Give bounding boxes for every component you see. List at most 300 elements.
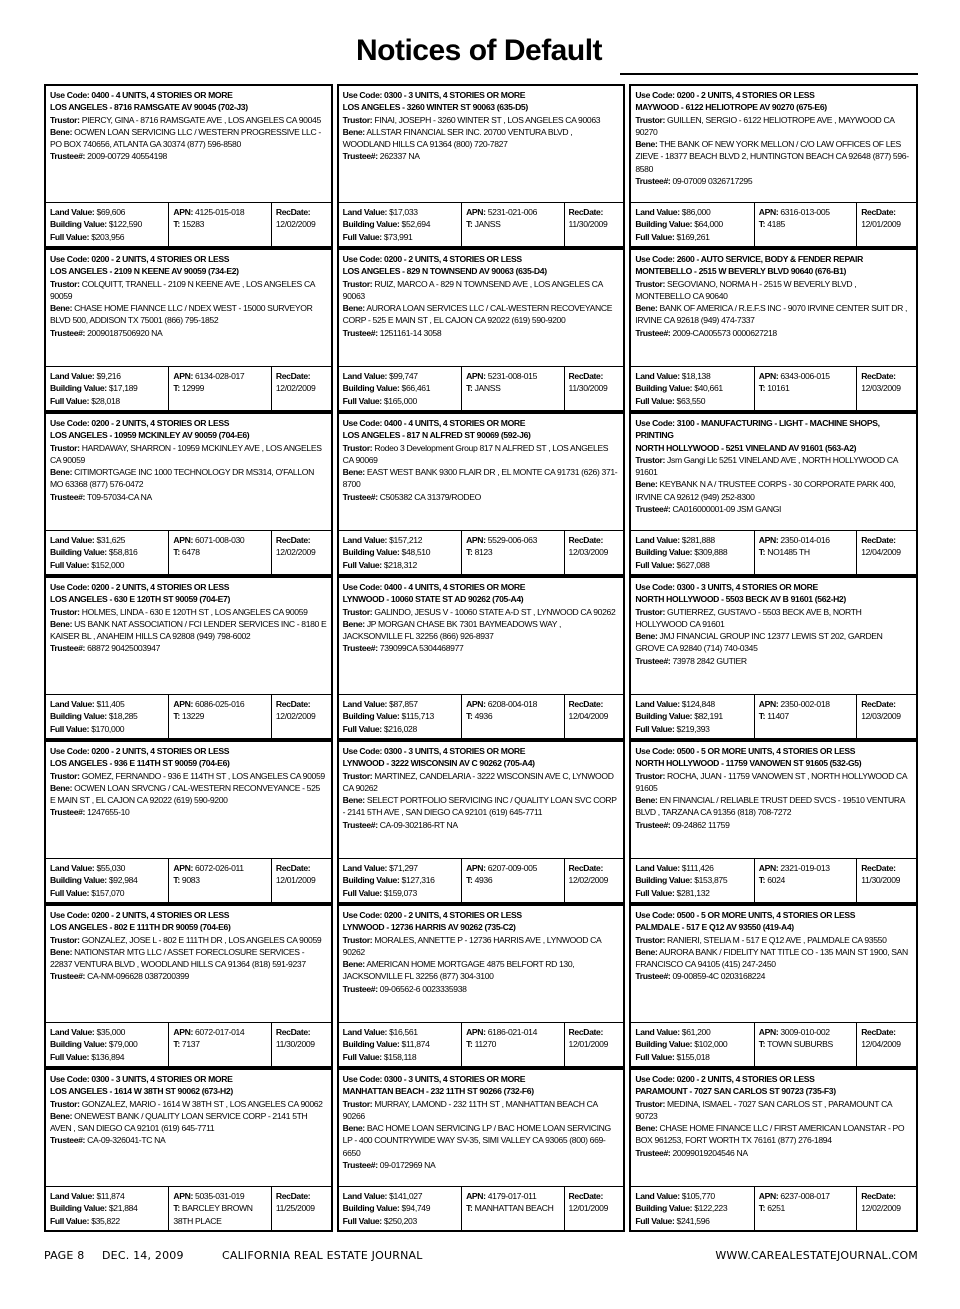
recdate-value: 12/02/2009 <box>275 711 316 722</box>
recdate-label: RecDate: <box>275 1191 311 1202</box>
use-code: Use Code: 0500 - 5 OR MORE UNITS, 4 STORIES OR LESS <box>635 746 856 756</box>
values-column <box>339 203 461 246</box>
recdate-column <box>856 203 916 246</box>
trustor-value: Rodeo 3 Development Group 817 N ALFRED ST , LOS ANGELES CA 90069 <box>342 442 609 465</box>
land-value: $71,297 <box>389 863 418 874</box>
land-value: $124,848 <box>681 699 715 710</box>
financials <box>46 531 331 574</box>
property-address: NORTH HOLLYWOOD - 11759 VANOWEN ST 91605 (532-G5) <box>635 758 862 769</box>
notice-card <box>629 412 918 576</box>
values-column <box>339 1187 461 1230</box>
property-address: LYNWOOD - 3222 WISCONSIN AV C 90262 (705-A4) <box>342 758 535 769</box>
apn-label: APN: <box>758 371 779 382</box>
building-value: $309,888 <box>694 547 728 558</box>
apn-column <box>461 695 563 738</box>
building-value-label: Building Value: <box>635 1039 693 1050</box>
property-address: LOS ANGELES - 817 N ALFRED ST 90069 (592-J6) <box>342 430 531 441</box>
land-value-label: Land Value: <box>50 1191 95 1202</box>
notice-card <box>337 740 626 904</box>
bene-value: BAC HOME LOAN SERVICING LP / BAC HOME LOAN SERVICING LP - 400 COUNTRYWIDE WAY SV-35, SIMI VALLEY CA 93065 (800) 669-6650 <box>342 1123 611 1158</box>
apn-label: APN: <box>466 371 486 382</box>
t-value: MANHATTAN BEACH <box>474 1203 554 1214</box>
trustee-label: Trustee#: <box>342 327 378 338</box>
building-value: $58,816 <box>108 547 138 558</box>
apn-value: 6186-021-014 <box>487 1027 538 1038</box>
t-label: T: <box>758 219 766 230</box>
values-column <box>339 695 461 738</box>
apn-column <box>754 367 856 410</box>
notice-card <box>44 248 333 412</box>
trustor-value: GUILLEN, SERGIO - 6122 HELIOTROPE AVE , MAYWOOD CA 90270 <box>635 114 895 137</box>
values-column <box>631 1023 753 1066</box>
apn-value: 2350-014-016 <box>780 535 830 546</box>
bene-label: Bene: <box>50 618 73 629</box>
recdate-column <box>271 203 331 246</box>
trustor-value: RUIZ, MARCO A - 829 N TOWNSEND AVE , LOS ANGELES CA 90063 <box>342 278 603 301</box>
bene-value: ONEWEST BANK / QUALITY LOAN SERVICE CORP - 2141 5TH AVEN , SAN DIEGO CA 92101 (619) 645-7711 <box>50 1110 308 1134</box>
land-value-label: Land Value: <box>342 207 388 218</box>
use-code: Use Code: 0200 - 2 UNITS, 4 STORIES OR LESS <box>342 910 522 920</box>
use-code: Use Code: 0200 - 2 UNITS, 4 STORIES OR LESS <box>635 90 815 100</box>
trustor-value: GOMEZ, FERNANDO - 936 E 114TH ST , LOS ANGELES CA 90059 <box>81 770 325 781</box>
apn-column <box>461 1023 563 1066</box>
recdate-column <box>271 1023 331 1066</box>
t-label: T: <box>758 1203 766 1214</box>
bene-label: Bene: <box>635 946 658 957</box>
full-value: $155,018 <box>676 1051 710 1062</box>
recdate-label: RecDate: <box>275 699 311 710</box>
apn-value: 5231-008-015 <box>487 371 538 382</box>
recdate-value: 11/25/2009 <box>275 1203 315 1214</box>
trustor-label: Trustor: <box>50 278 80 289</box>
values-column <box>339 367 461 410</box>
property-address: LOS ANGELES - 2109 N KEENE AV 90059 (734-E2) <box>50 266 239 277</box>
land-value: $55,030 <box>96 863 126 874</box>
full-value: $219,393 <box>676 723 710 734</box>
bene-label: Bene: <box>635 139 658 150</box>
notice-card <box>44 576 333 740</box>
bene-value: JP MORGAN CHASE BK 7301 BAYMEADOWS WAY , JACKSONVILLE FL 32256 (866) 926-8937 <box>342 618 562 642</box>
property-address: PALMDALE - 517 E Q12 AV 93550 (419-A4) <box>635 922 794 933</box>
use-code: Use Code: 0400 - 4 UNITS, 4 STORIES OR MORE <box>342 418 526 428</box>
values-column <box>46 695 168 738</box>
land-value: $18,138 <box>681 371 711 382</box>
financials <box>46 1187 331 1230</box>
bene-label: Bene: <box>635 795 658 806</box>
use-code: Use Code: 0200 - 2 UNITS, 4 STORIES OR LESS <box>635 1074 815 1084</box>
t-label: T: <box>173 711 180 722</box>
bene-value: SELECT PORTFOLIO SERVICING INC / QUALITY LOAN SVC CORP - 2141 5TH AVE , SAN DIEGO CA 92101 (619) 645-7711 <box>342 795 617 818</box>
recdate-label: RecDate: <box>861 207 896 218</box>
full-value: $241,596 <box>676 1215 710 1226</box>
values-column <box>46 531 168 574</box>
building-value-label: Building Value: <box>635 1203 693 1214</box>
financials <box>339 1187 624 1230</box>
values-column <box>339 859 461 902</box>
apn-value: 6316-013-005 <box>780 207 830 218</box>
trustee-label: Trustee#: <box>50 1135 86 1146</box>
t-label: T: <box>758 875 766 886</box>
notice-card <box>629 1068 918 1232</box>
building-value: $102,000 <box>694 1039 728 1050</box>
full-value: $136,894 <box>91 1051 125 1062</box>
land-value: $9,216 <box>96 371 121 382</box>
building-value-label: Building Value: <box>635 875 693 886</box>
t-label: T: <box>758 383 766 394</box>
apn-column <box>461 531 563 574</box>
full-value: $73,991 <box>383 231 413 242</box>
property-address: NORTH HOLLYWOOD - 5503 BECK AV B 91601 (562-H2) <box>635 594 846 605</box>
land-value: $86,000 <box>681 207 711 218</box>
trustee-value: 739099CA 5304468977 <box>379 643 464 654</box>
full-value: $203,956 <box>91 231 125 242</box>
bene-value: AMERICAN HOME MORTGAGE 4875 BELFORT RD 130, JACKSONVILLE FL 32256 (877) 304-3100 <box>342 959 575 982</box>
trustor-value: ROCHA, JUAN - 11759 VANOWEN ST , NORTH HOLLYWOOD CA 91605 <box>635 770 907 793</box>
building-value-label: Building Value: <box>342 1039 400 1050</box>
trustor-value: GUTIERREZ, GUSTAVO - 5503 BECK AVE B, NORTH HOLLYWOOD CA 91601 <box>635 606 862 629</box>
t-label: T: <box>173 1203 180 1214</box>
t-value: 11270 <box>474 1039 497 1050</box>
notice-body <box>631 1070 916 1187</box>
full-value: $169,261 <box>676 231 710 242</box>
financials <box>631 367 916 410</box>
recdate-value: 11/30/2009 <box>275 1039 315 1050</box>
building-value: $122,223 <box>694 1203 728 1214</box>
notice-body <box>46 1070 331 1187</box>
full-value-label: Full Value: <box>635 1215 675 1226</box>
full-value-label: Full Value: <box>635 1051 675 1062</box>
apn-value: 3009-010-002 <box>780 1027 830 1038</box>
full-value: $627,088 <box>676 559 710 570</box>
trustee-value: 262337 NA <box>379 151 420 162</box>
apn-value: 6072-017-014 <box>195 1027 245 1038</box>
apn-column <box>168 367 270 410</box>
recdate-value: 12/04/2009 <box>861 547 901 558</box>
t-label: T: <box>173 1039 180 1050</box>
use-code: Use Code: 0300 - 3 UNITS, 4 STORIES OR MORE <box>342 90 526 100</box>
use-code: Use Code: 0400 - 4 UNITS, 4 STORIES OR MORE <box>342 582 526 592</box>
land-value: $105,770 <box>681 1191 715 1202</box>
recdate-column <box>856 1023 916 1066</box>
values-column <box>631 531 753 574</box>
notices-grid <box>44 84 918 1232</box>
apn-column <box>461 367 563 410</box>
trustor-value: HOLMES, LINDA - 630 E 120TH ST , LOS ANGELES CA 90059 <box>81 606 308 617</box>
building-value: $11,874 <box>401 1039 430 1050</box>
property-address: MAYWOOD - 6122 HELIOTROPE AV 90270 (675-E6) <box>635 102 827 113</box>
bene-label: Bene: <box>50 303 73 314</box>
title-rule <box>620 73 918 75</box>
trustee-label: Trustee#: <box>635 971 671 982</box>
footer-website: WWW.CAREALESTATEJOURNAL.COM <box>715 1249 918 1262</box>
values-column <box>339 1023 461 1066</box>
financials <box>631 203 916 246</box>
apn-column <box>754 531 856 574</box>
apn-value: 4179-017-011 <box>487 1191 537 1202</box>
trustee-label: Trustee#: <box>635 1147 671 1158</box>
recdate-value: 12/02/2009 <box>568 875 609 886</box>
trustee-label: Trustee#: <box>50 491 86 502</box>
bene-value: KEYBANK N A / TRUSTEE CORPS - 30 CORPORATE PARK 400, IRVINE CA 92612 (949) 252-8300 <box>635 479 896 502</box>
trustor-value: GONZALEZ, MARIO - 1614 W 38TH ST , LOS ANGELES CA 90062 <box>81 1098 323 1109</box>
land-value-label: Land Value: <box>635 535 680 546</box>
page-footer <box>44 1249 918 1262</box>
building-value-label: Building Value: <box>635 711 693 722</box>
trustee-label: Trustee#: <box>635 327 671 338</box>
land-value: $157,212 <box>389 535 423 546</box>
land-value-label: Land Value: <box>342 535 388 546</box>
t-value: 15283 <box>181 219 205 230</box>
full-value: $218,312 <box>383 559 417 570</box>
apn-label: APN: <box>173 1027 193 1038</box>
recdate-label: RecDate: <box>861 535 896 546</box>
t-value: JANSS <box>474 383 501 394</box>
trustor-label: Trustor: <box>635 606 665 617</box>
full-value-label: Full Value: <box>635 231 675 242</box>
full-value-label: Full Value: <box>342 395 382 406</box>
full-value-label: Full Value: <box>342 231 382 242</box>
apn-value: 6208-004-018 <box>487 699 538 710</box>
full-value-label: Full Value: <box>635 887 675 898</box>
page-title: Notices of Default <box>355 34 603 67</box>
building-value: $153,875 <box>694 875 728 886</box>
recdate-column <box>564 203 624 246</box>
bene-label: Bene: <box>635 303 658 314</box>
trustee-label: Trustee#: <box>342 491 378 502</box>
land-value: $11,405 <box>96 699 125 710</box>
full-value-label: Full Value: <box>50 231 90 242</box>
apn-column <box>168 203 270 246</box>
apn-value: 5529-006-063 <box>487 535 538 546</box>
bene-value: US BANK NAT ASSOCIATION / FCI LENDER SERVICES INC - 8180 E KAISER BL , ANAHEIM HILLS CA 92808 (949) 798-6002 <box>50 618 327 642</box>
bene-value: ALLSTAR FINANCIAL SER INC. 20700 VENTURA BLVD , WOODLAND HILLS CA 91364 (800) 720-7827 <box>342 126 573 150</box>
apn-column <box>754 203 856 246</box>
apn-column <box>461 203 563 246</box>
trustor-value: Jsm Gangi Llc 5251 VINELAND AVE , NORTH HOLLYWOOD CA 91601 <box>635 454 898 478</box>
land-value-label: Land Value: <box>50 699 95 710</box>
building-value: $17,189 <box>108 383 138 394</box>
full-value-label: Full Value: <box>342 887 382 898</box>
apn-column <box>168 1187 270 1230</box>
t-label: T: <box>466 547 473 558</box>
bene-label: Bene: <box>342 618 365 629</box>
trustor-value: GONZALEZ, JOSE L - 802 E 111TH DR , LOS ANGELES CA 90059 <box>81 934 322 945</box>
recdate-column <box>564 695 624 738</box>
recdate-value: 12/03/2009 <box>861 711 901 722</box>
apn-value: 5231-021-006 <box>487 207 538 218</box>
recdate-value: 12/03/2009 <box>568 547 609 558</box>
full-value: $63,550 <box>676 395 706 406</box>
building-value-label: Building Value: <box>342 711 400 722</box>
apn-label: APN: <box>466 1191 486 1202</box>
recdate-label: RecDate: <box>568 535 603 546</box>
t-label: T: <box>758 1039 766 1050</box>
trustee-label: Trustee#: <box>635 504 671 515</box>
apn-value: 6072-026-011 <box>195 863 244 874</box>
t-value: 8123 <box>474 547 493 558</box>
property-address: PARAMOUNT - 7027 SAN CARLOS ST 90723 (735-F3) <box>635 1086 836 1097</box>
values-column <box>46 1187 168 1230</box>
t-value: 9083 <box>181 875 200 886</box>
land-value-label: Land Value: <box>635 699 680 710</box>
financials <box>631 695 916 738</box>
recdate-column <box>856 367 916 410</box>
apn-value: 6134-028-017 <box>195 371 245 382</box>
trustee-value: 20099019204546 NA <box>672 1147 748 1158</box>
trustor-value: RANIERI, STELIA M - 517 E Q12 AVE , PALMDALE CA 93550 <box>667 934 887 945</box>
bene-label: Bene: <box>635 1123 658 1134</box>
footer-page-number: PAGE 8 <box>44 1249 85 1262</box>
full-value-label: Full Value: <box>50 723 90 734</box>
bene-value: NATIONSTAR MTG LLC / ASSET FORECLOSURE SERVICES - 22837 VENTURA BLVD , WOODLAND HILLS CA 91364 (818) 591-9237 <box>50 946 306 970</box>
recdate-value: 12/02/2009 <box>275 547 316 558</box>
recdate-value: 12/02/2009 <box>275 383 316 394</box>
trustor-label: Trustor: <box>635 114 665 125</box>
trustee-value: 09-0172969 NA <box>379 1160 436 1171</box>
land-value: $17,033 <box>389 207 418 218</box>
full-value-label: Full Value: <box>342 723 382 734</box>
recdate-label: RecDate: <box>275 371 311 382</box>
trustee-label: Trustee#: <box>50 643 86 654</box>
trustor-label: Trustor: <box>635 934 665 945</box>
t-value: 13229 <box>181 711 205 722</box>
recdate-value: 12/01/2009 <box>568 1039 609 1050</box>
footer-journal-name: CALIFORNIA REAL ESTATE JOURNAL <box>222 1249 423 1262</box>
property-address: LYNWOOD - 12736 HARRIS AV 90262 (735-C2) <box>342 922 516 933</box>
t-value: BARCLEY BROWN 38TH PLACE <box>173 1203 253 1226</box>
building-value: $21,884 <box>108 1203 138 1214</box>
notice-body <box>339 86 624 203</box>
t-value: 6251 <box>767 1203 785 1214</box>
recdate-label: RecDate: <box>275 535 311 546</box>
building-value-label: Building Value: <box>635 547 693 558</box>
notice-card <box>44 412 333 576</box>
trustee-label: Trustee#: <box>342 643 378 654</box>
t-value: 4185 <box>767 219 785 230</box>
apn-column <box>168 531 270 574</box>
apn-value: 5035-031-019 <box>195 1191 245 1202</box>
values-column <box>339 531 461 574</box>
building-value: $64,000 <box>694 219 723 230</box>
t-label: T: <box>173 547 180 558</box>
land-value-label: Land Value: <box>635 207 680 218</box>
recdate-column <box>564 859 624 902</box>
t-value: 4936 <box>474 711 493 722</box>
trustor-label: Trustor: <box>50 1098 80 1109</box>
bene-value: AURORA BANK / FIDELITY NAT TITLE CO - 135 MAIN ST 1900, SAN FRANCISCO CA 94105 (415) 247-2450 <box>635 946 908 970</box>
recdate-value: 12/02/2009 <box>275 219 316 230</box>
trustor-value: MARTINEZ, CANDELARIA - 3222 WISCONSIN AVE C, LYNWOOD CA 90262 <box>342 770 614 793</box>
use-code: Use Code: 0200 - 2 UNITS, 4 STORIES OR LESS <box>50 418 230 428</box>
property-address: LOS ANGELES - 8716 RAMSGATE AV 90045 (702-J3) <box>50 102 248 113</box>
use-code: Use Code: 2600 - AUTO SERVICE, BODY & FENDER REPAIR <box>635 254 863 264</box>
building-value-label: Building Value: <box>635 383 693 394</box>
building-value: $122,590 <box>108 219 142 230</box>
recdate-label: RecDate: <box>568 1191 603 1202</box>
full-value: $157,070 <box>91 887 125 898</box>
full-value: $159,073 <box>383 887 417 898</box>
land-value-label: Land Value: <box>342 699 388 710</box>
recdate-value: 12/04/2009 <box>861 1039 901 1050</box>
use-code: Use Code: 0300 - 3 UNITS, 4 STORIES OR MORE <box>342 746 526 756</box>
land-value-label: Land Value: <box>342 371 388 382</box>
trustor-value: MORALES, ANNETTE P - 12736 HARRIS AVE , LYNWOOD CA 90262 <box>342 934 601 957</box>
notice-card <box>629 84 918 248</box>
land-value: $281,888 <box>681 535 715 546</box>
property-address: LOS ANGELES - 936 E 114TH ST 90059 (704-E6) <box>50 758 230 769</box>
recdate-label: RecDate: <box>861 699 896 710</box>
bene-label: Bene: <box>50 782 73 793</box>
t-label: T: <box>466 875 473 886</box>
apn-label: APN: <box>758 207 779 218</box>
building-value-label: Building Value: <box>342 547 400 558</box>
apn-label: APN: <box>173 535 193 546</box>
apn-value: 2350-002-018 <box>780 699 830 710</box>
trustor-label: Trustor: <box>342 606 373 617</box>
financials <box>46 695 331 738</box>
use-code: Use Code: 0500 - 5 OR MORE UNITS, 4 STORIES OR LESS <box>635 910 856 920</box>
apn-column <box>168 695 270 738</box>
notice-card <box>629 576 918 740</box>
trustee-value: 20090187506920 NA <box>87 327 163 338</box>
notice-body <box>631 906 916 1023</box>
building-value-label: Building Value: <box>50 875 107 886</box>
bene-label: Bene: <box>342 959 365 970</box>
notice-card <box>337 576 626 740</box>
t-value: TOWN SUBURBS <box>767 1039 833 1050</box>
trustor-label: Trustor: <box>635 278 665 289</box>
trustor-value: MEDINA, ISMAEL - 7027 SAN CARLOS ST , PARAMOUNT CA 90723 <box>635 1098 892 1121</box>
bene-label: Bene: <box>50 467 73 478</box>
land-value-label: Land Value: <box>50 207 95 218</box>
recdate-column <box>271 1187 331 1230</box>
use-code: Use Code: 0200 - 2 UNITS, 4 STORIES OR LESS <box>50 254 230 264</box>
trustor-label: Trustor: <box>50 442 80 453</box>
apn-label: APN: <box>173 207 193 218</box>
trustee-label: Trustee#: <box>635 819 671 830</box>
values-column <box>46 203 168 246</box>
notice-card <box>44 84 333 248</box>
apn-column <box>754 695 856 738</box>
recdate-column <box>856 695 916 738</box>
apn-value: 6086-025-016 <box>195 699 245 710</box>
recdate-column <box>271 859 331 902</box>
financials <box>339 203 624 246</box>
notice-card <box>629 248 918 412</box>
property-address: LOS ANGELES - 802 E 111TH DR 90059 (704-E6) <box>50 922 231 933</box>
full-value-label: Full Value: <box>50 559 90 570</box>
trustee-value: 73978 2842 GUTIER <box>672 655 747 666</box>
trustee-value: 09-00859-4C 0203168224 <box>672 971 766 982</box>
land-value: $31,625 <box>96 535 126 546</box>
property-address: NORTH HOLLYWOOD - 5251 VINELAND AV 91601 (563-A2) <box>635 442 857 453</box>
recdate-column <box>271 531 331 574</box>
building-value: $82,191 <box>694 711 723 722</box>
bene-label: Bene: <box>635 631 658 642</box>
recdate-value: 11/30/2009 <box>861 875 901 886</box>
trustee-value: CA-NM-096628 0387200399 <box>87 971 189 982</box>
notice-card <box>44 740 333 904</box>
use-code: Use Code: 3100 - MANUFACTURING - LIGHT - MACHINE SHOPS, PRINTING <box>635 418 880 441</box>
t-value: 11407 <box>767 711 789 722</box>
apn-label: APN: <box>466 535 486 546</box>
trustor-label: Trustor: <box>342 1098 373 1109</box>
land-value-label: Land Value: <box>635 863 680 874</box>
recdate-column <box>564 1023 624 1066</box>
use-code: Use Code: 0300 - 3 UNITS, 4 STORIES OR MORE <box>50 1074 233 1084</box>
trustee-value: C505382 CA 31379/RODEO <box>379 491 481 502</box>
property-address: MONTEBELLO - 2515 W BEVERLY BLVD 90640 (676-B1) <box>635 266 847 277</box>
